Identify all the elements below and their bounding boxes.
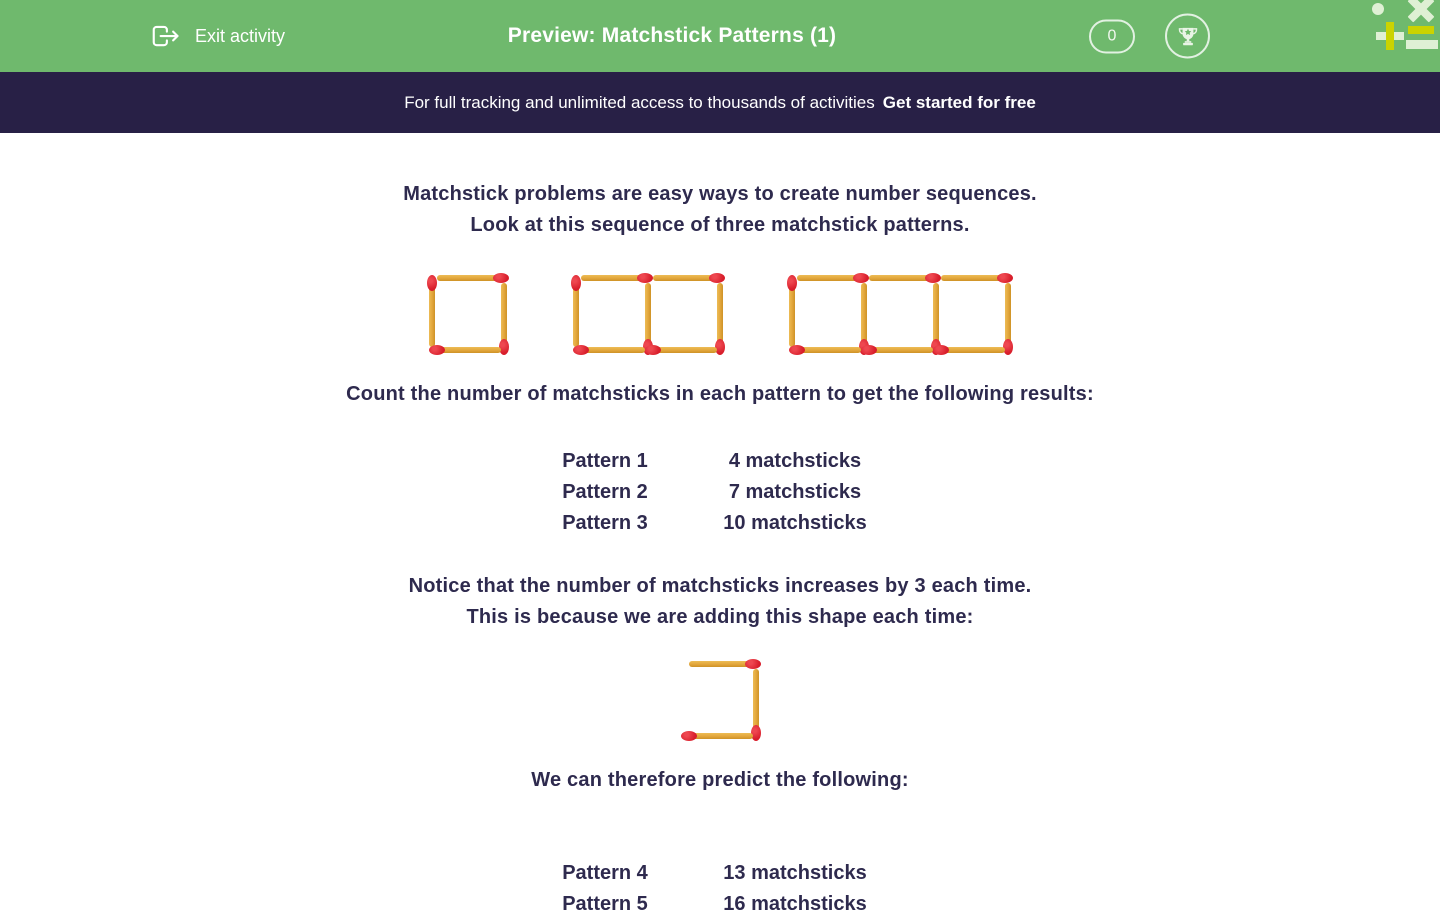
prediction-value: 16 matchsticks <box>723 893 867 915</box>
prediction-label: Pattern 5 <box>562 893 648 915</box>
score-value: 0 <box>1107 27 1117 44</box>
matchstick-head <box>429 345 445 355</box>
plus-icon <box>1376 22 1404 50</box>
matchstick-pattern-3 <box>781 267 1019 361</box>
matchstick-head <box>853 273 869 283</box>
result-row <box>0 508 1425 539</box>
matchstick <box>437 347 501 353</box>
score-badge <box>1089 19 1135 53</box>
exit-activity-label: Exit activity <box>195 25 286 46</box>
matchstick <box>797 347 861 353</box>
prediction-row <box>0 889 1425 920</box>
matchstick <box>861 283 867 347</box>
prediction-label: Pattern 4 <box>562 862 648 884</box>
result-label: Pattern 2 <box>562 481 648 503</box>
matchstick-head <box>681 731 697 741</box>
app-header <box>0 0 1440 72</box>
exit-activity-button[interactable] <box>148 21 285 51</box>
math-symbols-decoration <box>1358 0 1440 60</box>
matchstick-head <box>709 273 725 283</box>
matchstick <box>941 347 1005 353</box>
result-value: 4 matchsticks <box>728 450 862 472</box>
result-value: 10 matchsticks <box>723 512 867 534</box>
matchstick <box>573 283 579 347</box>
matchstick <box>1005 283 1011 347</box>
prediction-row <box>0 858 1425 889</box>
activity-content <box>0 179 1440 920</box>
matchstick <box>581 275 645 281</box>
result-row <box>0 446 1425 477</box>
result-value: 7 matchsticks <box>728 481 862 503</box>
predict-text: We can therefore predict the following: <box>531 769 909 791</box>
trophy-button[interactable] <box>1165 14 1210 59</box>
notice-line-2: This is because we are adding this shape each time: <box>466 606 974 628</box>
matchstick-head <box>997 273 1013 283</box>
equals-icon <box>1406 26 1438 52</box>
matchstick-pattern-1 <box>421 267 515 361</box>
matchstick <box>789 283 795 347</box>
exit-icon <box>148 21 182 51</box>
matchstick-head <box>715 339 725 355</box>
matchstick <box>581 347 645 353</box>
matchstick-head <box>745 659 761 669</box>
matchstick-head <box>861 345 877 355</box>
matchstick-patterns-figure <box>0 267 1440 361</box>
matchstick <box>753 669 759 733</box>
header-actions <box>1089 14 1210 59</box>
predictions-table <box>0 858 1425 920</box>
matchstick <box>717 283 723 347</box>
matchstick-head <box>499 339 509 355</box>
matchstick-head <box>571 275 581 291</box>
result-row <box>0 477 1425 508</box>
notice-line-1: Notice that the number of matchsticks increases by 3 each time. <box>408 575 1032 597</box>
matchstick-head <box>789 345 805 355</box>
results-table <box>0 446 1425 539</box>
matchstick <box>933 283 939 347</box>
matchstick-head <box>493 273 509 283</box>
page-title: Preview: Matchstick Patterns (1) <box>507 24 837 47</box>
result-label: Pattern 1 <box>562 450 648 472</box>
matchstick-head <box>1003 339 1013 355</box>
matchstick <box>869 275 933 281</box>
intro-line-2: Look at this sequence of three matchstick patterns. <box>470 214 970 236</box>
matchstick <box>941 275 1005 281</box>
matchstick <box>501 283 507 347</box>
matchstick <box>437 275 501 281</box>
matchstick-head <box>645 345 661 355</box>
dot-icon <box>1372 3 1384 15</box>
matchstick <box>653 275 717 281</box>
matchstick-head <box>637 273 653 283</box>
signup-banner <box>0 72 1440 133</box>
matchstick-head <box>933 345 949 355</box>
matchstick <box>645 283 651 347</box>
matchstick <box>429 283 435 347</box>
banner-text: For full tracking and unlimited access to thousands of activities <box>404 92 875 112</box>
matchstick-head <box>925 273 941 283</box>
matchstick <box>689 661 753 667</box>
count-instruction: Count the number of matchsticks in each pattern to get the following results: <box>346 383 1094 405</box>
matchstick-head <box>787 275 797 291</box>
matchstick <box>797 275 861 281</box>
matchstick <box>689 733 753 739</box>
intro-line-1: Matchstick problems are easy ways to create number sequences. <box>403 183 1037 205</box>
matchstick <box>653 347 717 353</box>
matchstick <box>869 347 933 353</box>
added-shape <box>673 653 767 747</box>
trophy-icon <box>1175 23 1201 49</box>
matchstick-head <box>573 345 589 355</box>
matchstick-head <box>427 275 437 291</box>
added-shape-figure <box>0 653 1440 747</box>
matchstick-head <box>751 725 761 741</box>
result-label: Pattern 3 <box>562 512 648 534</box>
prediction-value: 13 matchsticks <box>723 862 867 884</box>
get-started-link[interactable]: Get started for free <box>882 92 1036 112</box>
matchstick-pattern-2 <box>565 267 731 361</box>
